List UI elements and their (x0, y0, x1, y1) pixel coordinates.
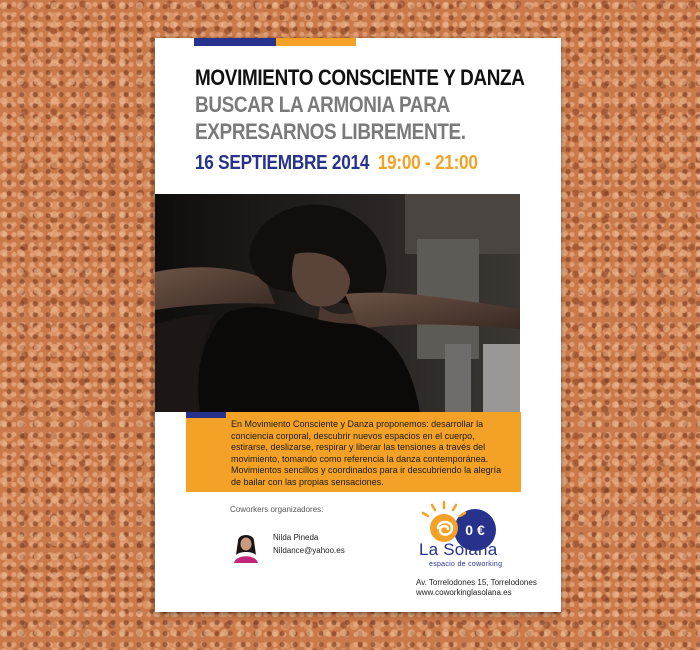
address-street: Av. Torrelodones 15, Torrelodones (416, 578, 537, 587)
top-accent-blue (194, 38, 276, 46)
event-time: 19:00 - 21:00 (377, 152, 478, 174)
title-sub-line2: EXPRESARNOS LIBREMENTE. (195, 119, 466, 144)
logo-tagline: espacio de coworking (429, 561, 503, 568)
top-accent-orange (276, 38, 356, 46)
sun-spiral-icon (418, 500, 470, 544)
dancer-photo-art (155, 194, 520, 412)
event-date: 16 SEPTIEMBRE 2014 (195, 152, 370, 174)
poster-title (195, 64, 525, 145)
organizers-label: Coworkers organizadores: (230, 505, 324, 514)
address-website: www.coworkinglasolana.es (416, 588, 512, 597)
logo-name: La Solana (419, 540, 498, 559)
price-badge: 0 € (454, 509, 496, 551)
title-sub-line1: BUSCAR LA ARMONIA PARA (195, 92, 450, 117)
address-block (416, 578, 537, 598)
organizer-email: Nildance@yahoo.es (273, 546, 345, 555)
event-datetime (195, 152, 478, 175)
description-accent (186, 412, 226, 418)
description-box: En Movimiento Consciente y Danza proponemos: desarrollar la conciencia corporal, descubrir nuevos espacios en el cuerpo, estirarse, deslizarse, respirar y liberar las tensiones a través del movimiento, tomando como referencia la danza contemporánea. Movimientos sencillos y coordinados para ir descubriendo la alegría de bailar con las propias sensaciones. (186, 412, 521, 492)
organizer-name: Nilda Pineda (273, 533, 319, 542)
event-poster (155, 38, 561, 612)
organizer-avatar (230, 531, 262, 563)
title-main: MOVIMIENTO CONSCIENTE Y DANZA (195, 65, 525, 90)
